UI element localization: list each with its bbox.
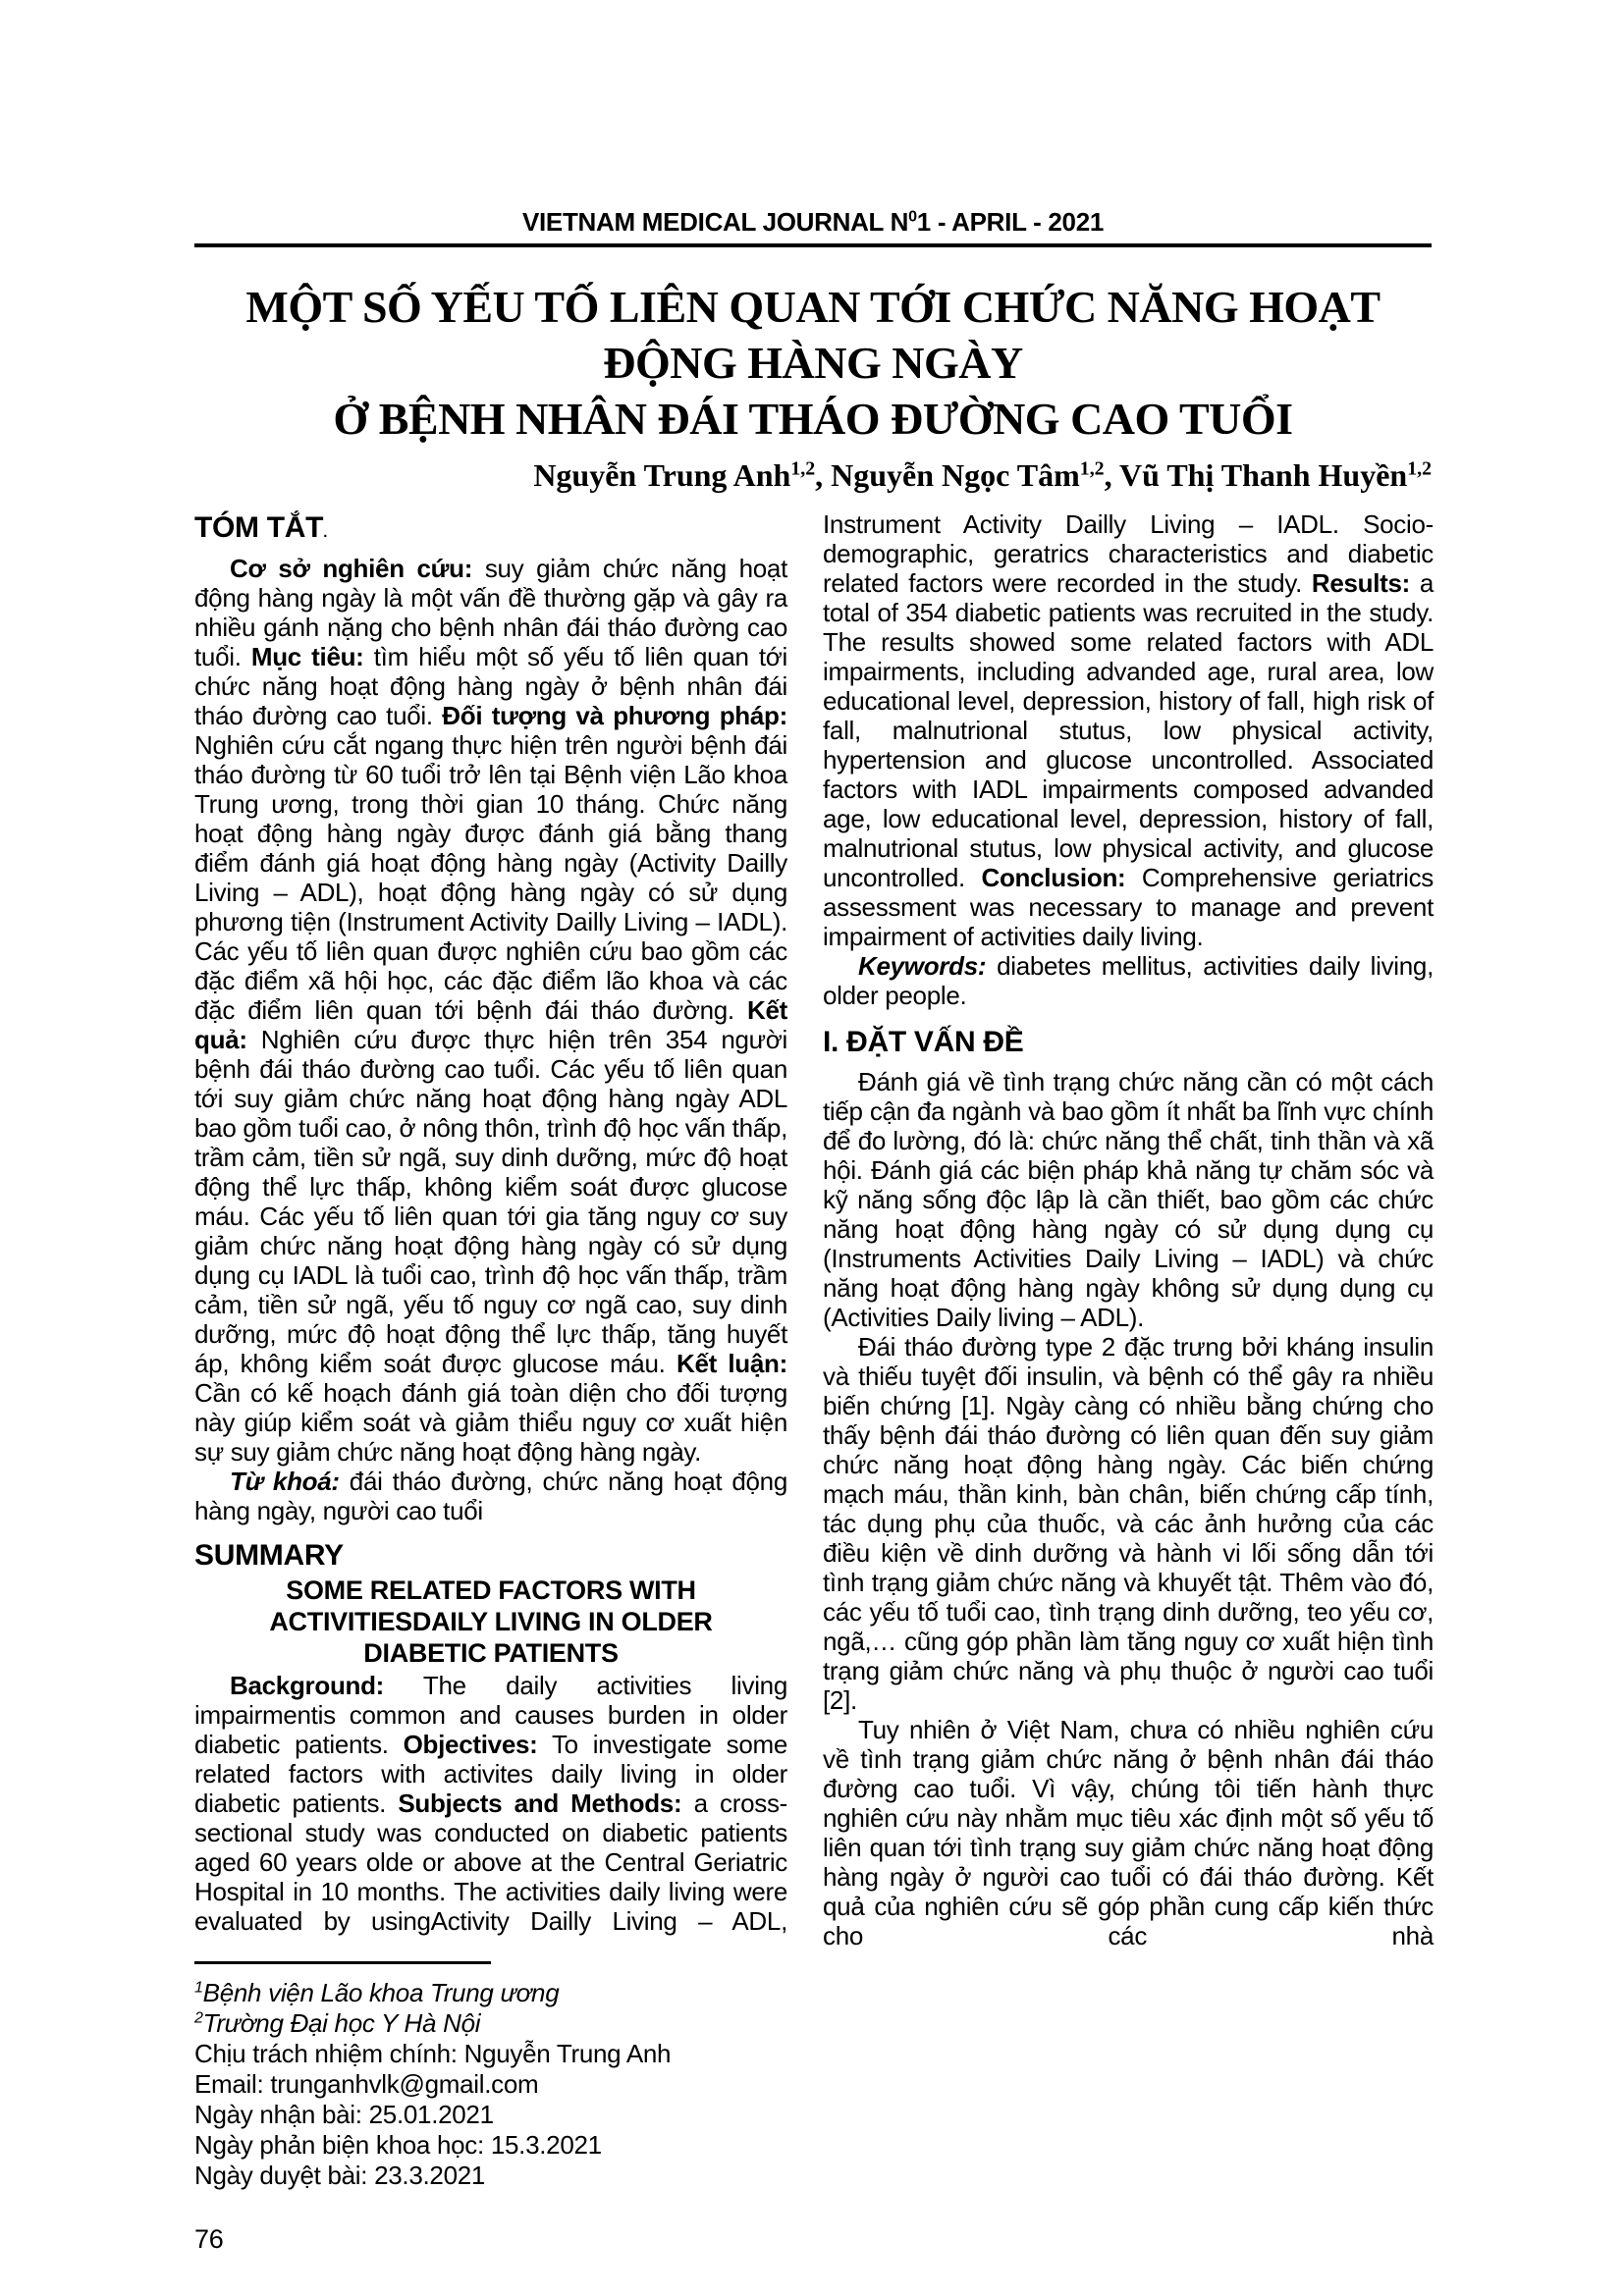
page-number: 76 bbox=[194, 2224, 224, 2254]
keywords-vn: Từ khoá: đái tháo đường, chức năng hoạt động hàng ngày, người cao tuổi bbox=[194, 1467, 787, 1525]
intro-paragraph-3: Tuy nhiên ở Việt Nam, chưa có nhiều nghiên cứu về tình trạng giảm chức năng ở bệnh nhân đái tháo đường cao tuổi. Vì vậy, chúng tôi tiến hành thực nghiên cứu này nhằm mục tiêu xác định một số yếu tố liên quan tới tình trạng suy giảm chức năng hoạt động hàng ngày ở người cao tuổi có đái tháo đường. Kết quả của nghiên cứu sẽ góp phần cung cấp kiến thức cho các nhà bbox=[823, 1715, 1434, 1950]
footnote-review-date: Ngày phản biện khoa học: 15.3.2021 bbox=[194, 2130, 602, 2160]
summary-title-line-1: SOME RELATED FACTORS WITH bbox=[286, 1575, 696, 1605]
section-1-heading: I. ĐẶT VẤN ĐỀ bbox=[823, 1026, 1024, 1058]
footnote-rule bbox=[194, 1961, 491, 1964]
header-rule bbox=[194, 243, 1432, 247]
summary-title-line-2: ACTIVITIESDAILY LIVING IN OLDER bbox=[269, 1607, 713, 1636]
running-head: VIETNAM MEDICAL JOURNAL $N^01$ - APRIL - 2021 bbox=[521, 207, 1105, 237]
footnote-corresponding-author: Chịu trách nhiệm chính: Nguyễn Trung Anh bbox=[194, 2039, 672, 2068]
footnote-affiliation-1: $^1$Bệnh viện Lão khoa Trung ương bbox=[194, 1978, 560, 2007]
article-title-line-1: MỘT SỐ YẾU TỐ LIÊN QUAN TỚI CHỨC NĂNG HOẠT ĐỘNG HÀNG NGÀY bbox=[245, 282, 1380, 388]
right-column bbox=[823, 509, 1434, 2254]
summary-paragraph-en: Background: The daily activities living impairmentis common and causes burden in older diabetic patients. Objectives: To investigate some related factors with activites daily living in older diabetic patients. Subjects and Methods: a cross-sectional study was conducted on diabetic patients aged 60 years olde or above at the Central Geriatric Hospital in 10 months. The activities daily living were evaluated by usingActivity Dailly Living – ADL, bbox=[194, 1671, 788, 1936]
intro-paragraph-2: Đái tháo đường type 2 đặc trưng bởi kháng insulin và thiếu tuyệt đối insulin, và bệnh có thể gây ra nhiều biến chứng [1]. Ngày càng có nhiều bằng chứng cho thấy bệnh đái tháo đường có liên quan đến suy giảm chức năng hoạt động hàng ngày. Các biến chứng mạch máu, thần kinh, bàn chân, biến chứng cấp tính, tác dụng phụ của thuốc, và các ảnh hưởng của các điều kiện về dinh dưỡng và hành vi lối sống dẫn tới tình trạng giảm chức năng và khuyết tật. Thêm vào đó, các yếu tố tuổi cao, tình trạng dinh dưỡng, teo yếu cơ, ngã,… cũng góp phần làm tăng nguy cơ xuất hiện tình trạng giảm chức năng và phụ thuộc ở người cao tuổi [2]. bbox=[823, 1332, 1434, 1715]
footnote-received-date: Ngày nhận bài: 25.01.2021 bbox=[194, 2100, 494, 2129]
summary-continuation-en: Instrument Activity Dailly Living – IADL. Socio-demographic, geratrics characteristics and diabetic related factors were recorded in the study. Results: a total of 354 diabetic patients was recruited in the study. The results showed some related factors with ADL impairments, including advanded age, rural area, low educational level, depression, history of fall, high risk of fall, malnutrional stutus, low physical activity, hypertension and glucose uncontrolled. Associated factors with IADL impairments composed advanded age, low educational level, depression, history of fall, malnutrional stutus, low physical activity, and glucose uncontrolled. Conclusion: Comprehensive geriatrics assessment was necessary to manage and prevent impairment of activities daily living. bbox=[823, 509, 1435, 951]
article-title bbox=[194, 279, 1432, 447]
left-column bbox=[194, 509, 787, 2254]
keywords-en: Keywords: diabetes mellitus, activities daily living, older people. bbox=[823, 951, 1434, 1010]
summary-heading: SUMMARY bbox=[194, 1539, 344, 1572]
summary-title-line-3: DIABETIC PATIENTS bbox=[363, 1638, 619, 1668]
summary-title bbox=[194, 1575, 787, 1669]
authors-line: Nguyễn Trung Anh$^{1,2}$, Nguyễn Ngọc Tâm$^{1,2}$, Vũ Thị Thanh Huyền$^{1,2}$ bbox=[533, 457, 1432, 493]
footnote-accepted-date: Ngày duyệt bài: 23.3.2021 bbox=[194, 2161, 486, 2190]
intro-paragraph-1: Đánh giá về tình trạng chức năng cần có một cách tiếp cận đa ngành và bao gồm ít nhất ba lĩnh vực chính để đo lường, đó là: chức năng thể chất, tinh thần và xã hội. Đánh giá các biện pháp khả năng tự chăm sóc và kỹ năng sống độc lập là cần thiết, bao gồm các chức năng hoạt động hàng ngày có sử dụng dụng cụ (Instruments Activities Daily Living – IADL) và chức năng hoạt động hàng ngày không sử dụng dụng cụ (Activities Daily living – ADL). bbox=[823, 1067, 1434, 1332]
abstract-paragraph-vn: Cơ sở nghiên cứu: suy giảm chức năng hoạt động hàng ngày là một vấn đề thường gặp và gây ra nhiều gánh nặng cho bệnh nhân đái tháo đường cao tuổi. Mục tiêu: tìm hiểu một số yếu tố liên quan tới chức năng hoạt động hàng ngày ở bệnh nhân đái tháo đường cao tuổi. Đối tượng và phương pháp: Nghiên cứu cắt ngang thực hiện trên người bệnh đái tháo đường từ 60 tuổi trở lên tại Bệnh viện Lão khoa Trung ương, trong thời gian 10 tháng. Chức năng hoạt động hàng ngày được đánh giá bằng thang điểm đánh giá hoạt động hàng ngày (Activity Dailly Living – ADL), hoạt động hàng ngày có sử dụng phương tiện (Instrument Activity Dailly Living – IADL). Các yếu tố liên quan được nghiên cứu bao gồm các đặc điểm xã hội học, các đặc điểm lão khoa và các đặc điểm liên quan tới bệnh đái tháo đường. Kết quả: Nghiên cứu được thực hiện trên 354 người bệnh đái tháo đường cao tuổi. Các yếu tố liên quan tới suy giảm chức năng hoạt động hàng ngày ADL bao gồm tuổi cao, ở nông thôn, trình độ học vấn thấp, trầm cảm, tiền sử ngã, suy dinh dưỡng, mức độ hoạt động thể lực thấp, không kiểm soát được glucose máu. Các yếu tố liên quan tới gia tăng nguy cơ suy giảm chức năng hoạt động hàng ngày có sử dụng dụng cụ IADL là tuổi cao, trình độ học vấn thấp, trầm cảm, tiền sử ngã, yếu tố nguy cơ ngã cao, suy dinh dưỡng, mức độ hoạt động thể lực thấp, tăng huyết áp, không kiểm soát được glucose máu. Kết luận: Cần có kế hoạch đánh giá toàn diện cho đối tượng này giúp kiểm soát và giảm thiểu nguy cơ xuất hiện sự suy giảm chức năng hoạt động hàng ngày. bbox=[194, 554, 787, 1467]
article-title-line-2: Ở BỆNH NHÂN ĐÁI THÁO ĐƯỜNG CAO TUỔI bbox=[333, 394, 1293, 444]
abstract-heading-vn: TÓM TẮT. bbox=[194, 511, 328, 544]
footnote-affiliation-2: $^2$Trường Đại học Y Hà Nội bbox=[194, 2008, 481, 2038]
footnote-email: Email: trunganhvlk@gmail.com bbox=[194, 2069, 539, 2099]
two-column-body bbox=[194, 509, 1435, 2254]
